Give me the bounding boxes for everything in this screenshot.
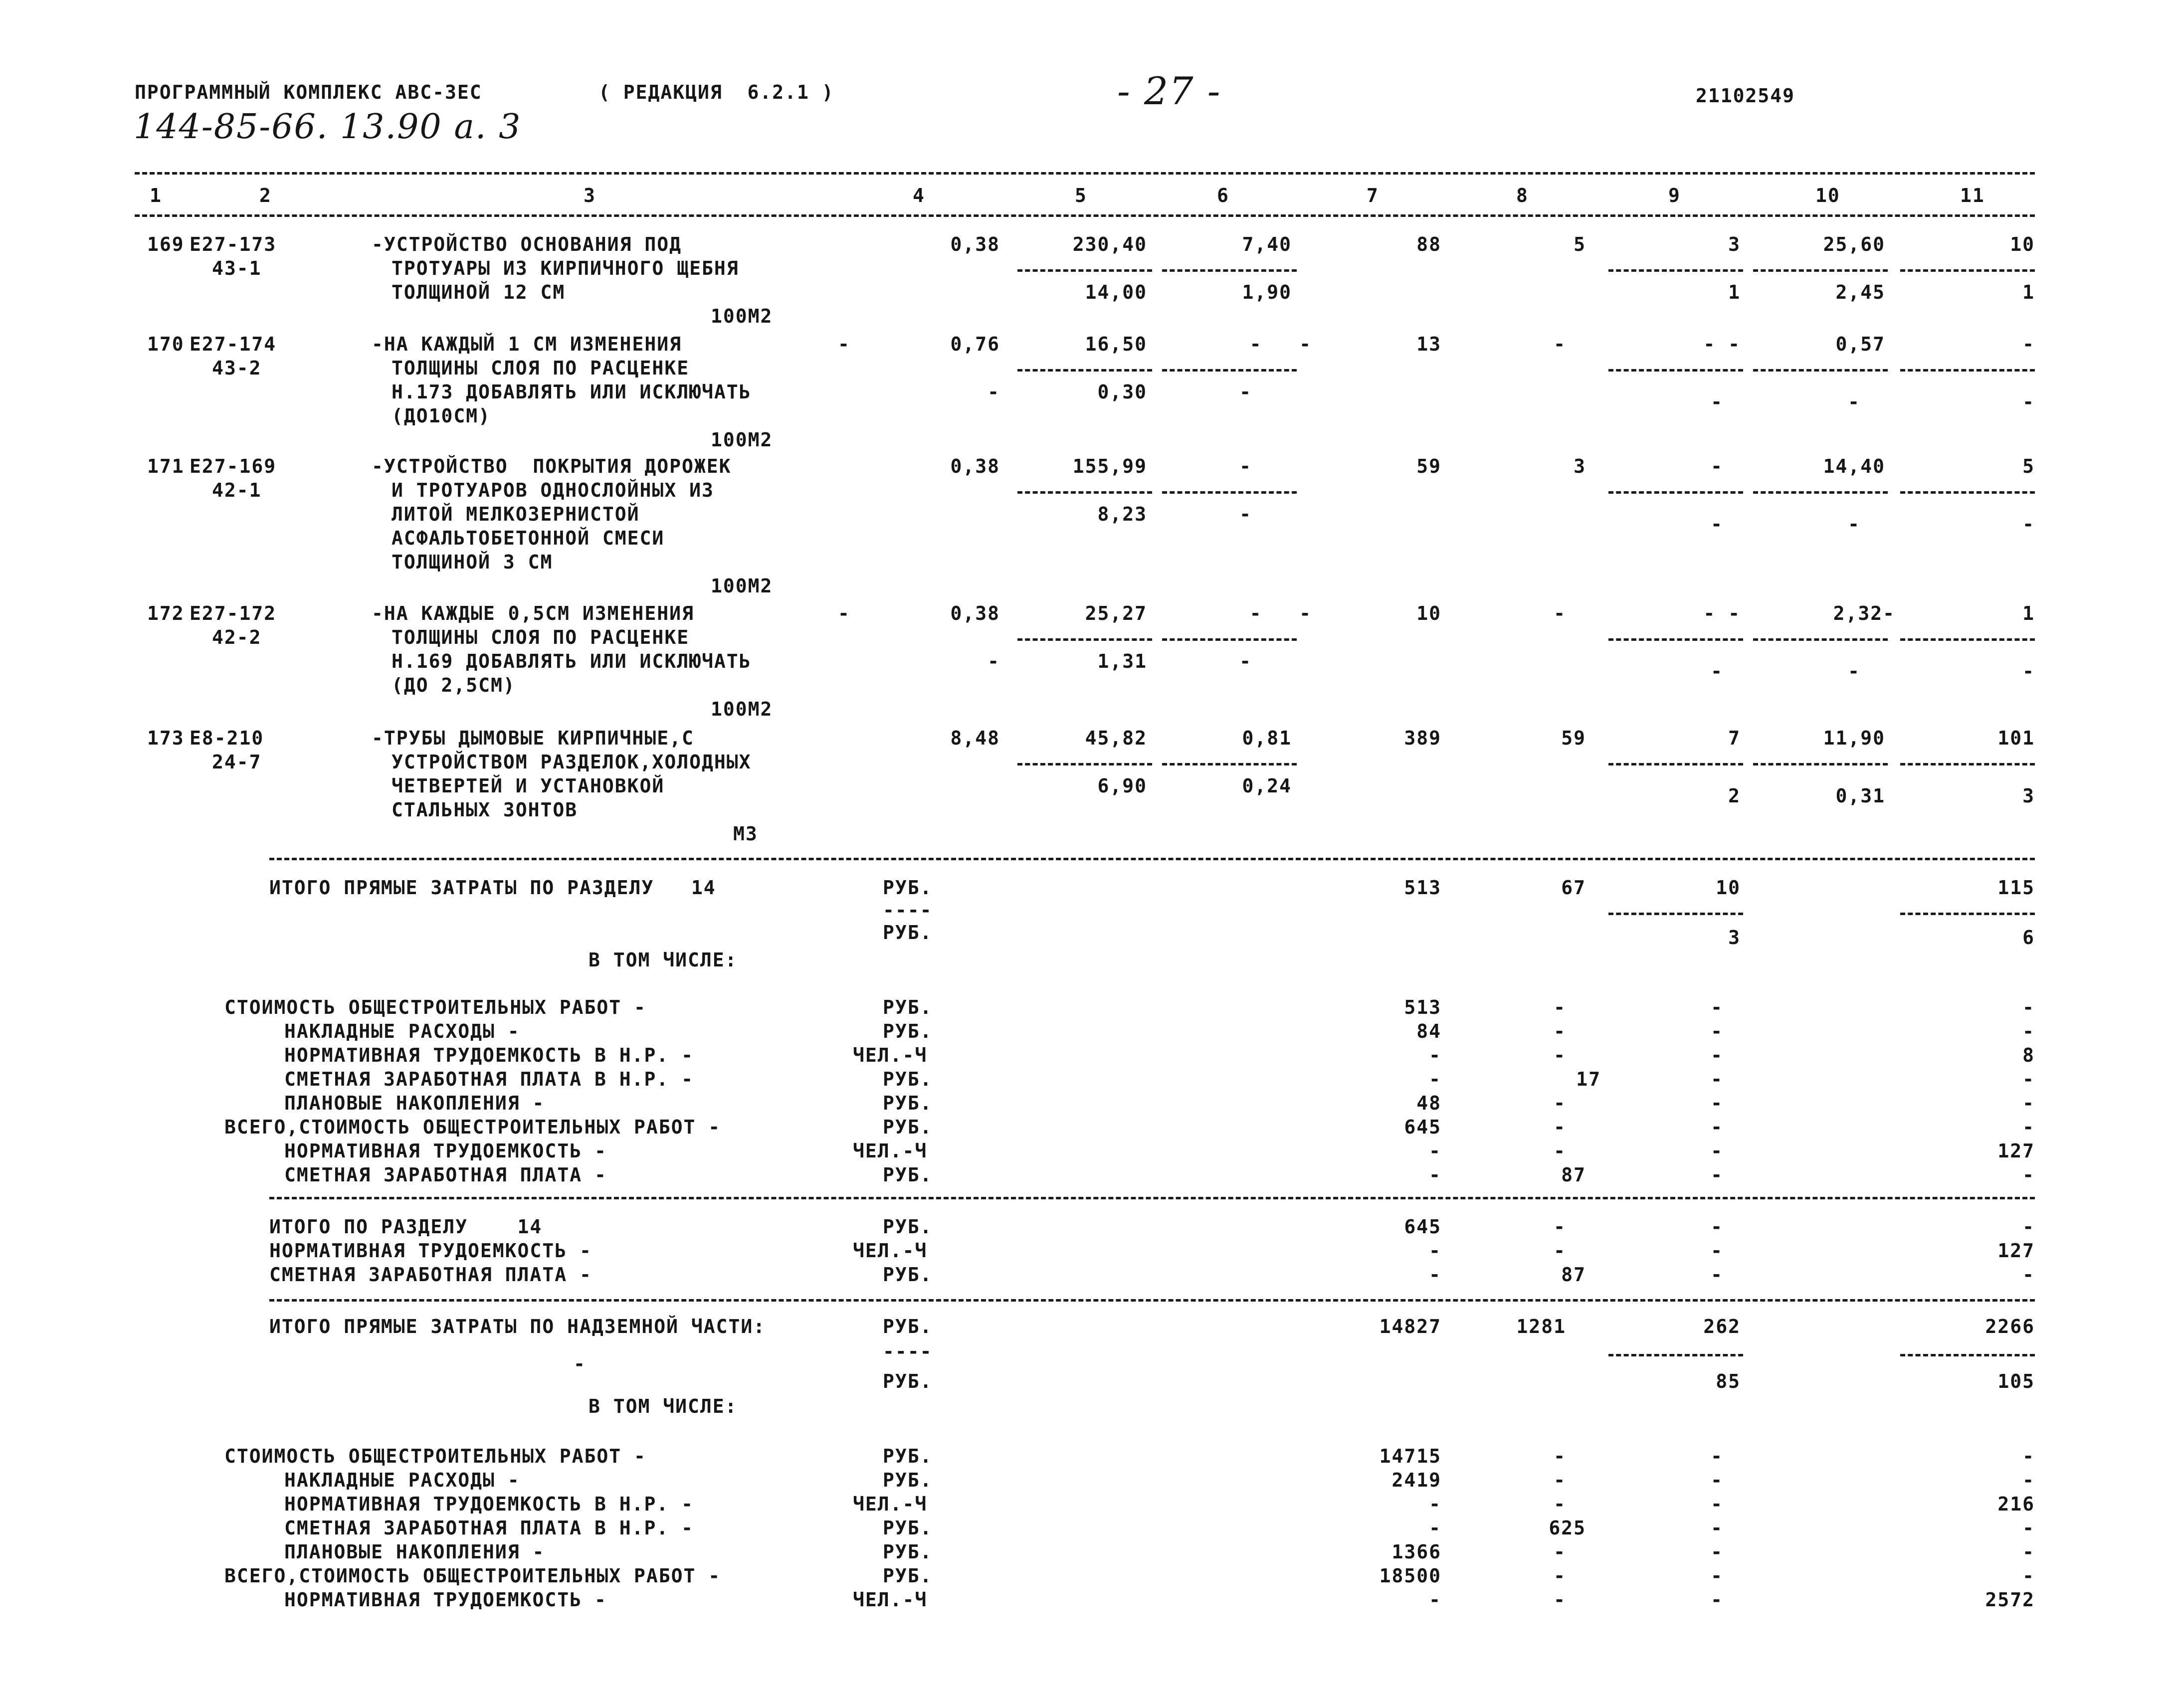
summary-col8: - — [1554, 1216, 1566, 1238]
cell-col4: 8,48 — [950, 727, 1000, 749]
item-subcode: 24-7 — [212, 751, 262, 773]
breakdown-col11: - — [2022, 1092, 2035, 1114]
breakdown-col8: 625 — [1549, 1517, 1586, 1539]
item-description-line: Н.173 ДОБАВЛЯТЬ ИЛИ ИСКЛЮЧАТЬ — [392, 381, 752, 403]
column-header-9: 9 — [1668, 185, 1681, 206]
column-header-10: 10 — [1815, 185, 1840, 206]
cell-divider — [1900, 369, 2035, 372]
cell-col6-wage: - — [1239, 381, 1252, 403]
item-description-line: СТАЛЬНЫХ ЗОНТОВ — [392, 799, 578, 821]
cell-col6-total: - - — [1249, 333, 1312, 355]
summary-col11: 127 — [1997, 1240, 2035, 1262]
breakdown-unit: ЧЕЛ.-Ч — [853, 1044, 928, 1066]
cell-col5-total: 230,40 — [1072, 233, 1147, 255]
breakdown-col11: - — [2022, 1020, 2035, 1042]
breakdown-col11: - — [2022, 1517, 2035, 1539]
cell-col4: 0,76 — [950, 333, 1000, 355]
breakdown-unit: ЧЕЛ.-Ч — [853, 1589, 928, 1611]
cell-divider — [1017, 638, 1152, 641]
document-code: 21102549 — [1696, 85, 1795, 107]
breakdown-col7: - — [1429, 1044, 1441, 1066]
cell-col10-wage: - — [1848, 391, 1860, 413]
item-description-line: -УСТРОЙСТВО ПОКРЫТИЯ ДОРОЖЕК — [372, 455, 732, 477]
item-description-line: -НА КАЖДЫЙ 1 СМ ИЗМЕНЕНИЯ — [372, 333, 682, 355]
summary-unit: РУБ. — [883, 1216, 933, 1238]
item-description-line: Н.169 ДОБАВЛЯТЬ ИЛИ ИСКЛЮЧАТЬ — [392, 650, 752, 672]
item-description-line: ТОЛЩИНЫ СЛОЯ ПО РАСЦЕНКЕ — [392, 357, 690, 379]
breakdown-col11: - — [2022, 1541, 2035, 1563]
cell-col10-wage: - — [1848, 660, 1860, 682]
breakdown-label: НОРМАТИВНАЯ ТРУДОЕМКОСТЬ - — [284, 1140, 607, 1162]
cell-col9-total: - — [1711, 455, 1723, 477]
item-description-line: ТОЛЩИНОЙ 3 СМ — [392, 551, 553, 573]
cell-col11-wage: 3 — [2022, 785, 2035, 807]
cell-divider — [1900, 763, 2035, 765]
item-number: 171 — [147, 455, 185, 477]
cell-col9-total: - - — [1703, 602, 1741, 624]
column-header-8: 8 — [1516, 185, 1529, 206]
including-heading: В ТОМ ЧИСЛЕ: — [589, 1395, 738, 1417]
breakdown-col8: - — [1554, 1445, 1566, 1467]
cell-divider — [1162, 269, 1297, 272]
section-total-col7: 513 — [1404, 877, 1441, 899]
cell-col9-total: 3 — [1728, 233, 1741, 255]
cell-col6-total: 7,40 — [1242, 233, 1292, 255]
breakdown-unit: РУБ. — [883, 1469, 933, 1491]
breakdown-col11: - — [2022, 1164, 2035, 1186]
breakdown-col8: - — [1554, 1493, 1566, 1515]
breakdown-unit: РУБ. — [883, 1116, 933, 1138]
summary-col9: - — [1711, 1264, 1723, 1286]
item-description-line: -УСТРОЙСТВО ОСНОВАНИЯ ПОД — [372, 233, 682, 255]
breakdown-col11: - — [2022, 1565, 2035, 1587]
breakdown-col7: 2419 — [1391, 1469, 1441, 1491]
summary-unit: РУБ. — [883, 1264, 933, 1286]
section-rule — [269, 858, 2035, 860]
cell-col10-wage: 2,45 — [1835, 281, 1885, 303]
above-ground-total-unit: РУБ. — [883, 1316, 933, 1337]
program-name: ПРОГРАММНЫЙ КОМПЛЕКС АВС-3ЕС — [135, 81, 482, 103]
breakdown-col9: - — [1711, 1445, 1723, 1467]
summary-col11: - — [2022, 1264, 2035, 1286]
cell-col6-total: - - — [1249, 602, 1312, 624]
cell-col11-total: 5 — [2022, 455, 2035, 477]
summary-col11: - — [2022, 1216, 2035, 1238]
cell-divider — [1753, 638, 1888, 641]
breakdown-col11: - — [2022, 996, 2035, 1018]
cell-col11-total: - — [2022, 333, 2035, 355]
cell-col10-total: 2,32- — [1833, 602, 1895, 624]
section-total-col8: 67 — [1561, 877, 1586, 899]
breakdown-col8: - — [1554, 1541, 1566, 1563]
breakdown-col7: - — [1429, 1493, 1441, 1515]
cell-col7: 88 — [1416, 233, 1441, 255]
summary-label: СМЕТНАЯ ЗАРАБОТНАЯ ПЛАТА - — [269, 1264, 592, 1286]
cell-col11-total: 10 — [2010, 233, 2035, 255]
cell-col6-wage: 1,90 — [1242, 281, 1292, 303]
above-ground-total-minus: - — [574, 1353, 586, 1375]
breakdown-col8: - — [1554, 1469, 1566, 1491]
breakdown-label: НОРМАТИВНАЯ ТРУДОЕМКОСТЬ В Н.Р. - — [284, 1044, 694, 1066]
cell-divider — [1162, 638, 1297, 641]
breakdown-col11: - — [2022, 1469, 2035, 1491]
breakdown-label: ПЛАНОВЫЕ НАКОПЛЕНИЯ - — [284, 1541, 545, 1563]
cell-divider — [1608, 638, 1743, 641]
cell-col11-wage: - — [2022, 660, 2035, 682]
cell-divider — [1900, 913, 2035, 915]
summary-col7: - — [1429, 1240, 1441, 1262]
cell-divider — [1017, 763, 1152, 765]
item-unit: М3 — [733, 823, 758, 845]
summary-col7: - — [1429, 1264, 1441, 1286]
cell-divider — [1608, 913, 1743, 915]
cell-col5-wage: 0,30 — [1097, 381, 1147, 403]
cell-col6-wage: - — [1239, 503, 1252, 525]
cell-divider — [1608, 1354, 1743, 1356]
column-header-6: 6 — [1217, 185, 1229, 206]
breakdown-unit: РУБ. — [883, 1565, 933, 1587]
item-description-line: ТРОТУАРЫ ИЗ КИРПИЧНОГО ЩЕБНЯ — [392, 257, 739, 279]
cell-col6-total: - — [1239, 455, 1252, 477]
breakdown-col9: - — [1711, 1517, 1723, 1539]
breakdown-col8: - — [1554, 1140, 1566, 1162]
breakdown-col9: - — [1711, 1541, 1723, 1563]
above-ground-total-col8: 1281 — [1516, 1316, 1566, 1337]
breakdown-unit: РУБ. — [883, 1517, 933, 1539]
column-header-5: 5 — [1075, 185, 1087, 206]
item-description-line: ЧЕТВЕРТЕЙ И УСТАНОВКОЙ — [392, 775, 665, 797]
item-description-line: ЛИТОЙ МЕЛКОЗЕРНИСТОЙ — [392, 503, 640, 525]
breakdown-label: НАКЛАДНЫЕ РАСХОДЫ - — [284, 1469, 520, 1491]
item-code: Е27-174 — [190, 333, 277, 355]
above-ground-total-col9: 262 — [1703, 1316, 1741, 1337]
cell-col7: 10 — [1416, 602, 1441, 624]
breakdown-col11: 216 — [1997, 1493, 2035, 1515]
section-total-dashes: ---- — [883, 899, 933, 921]
section-total-label: ИТОГО ПРЯМЫЕ ЗАТРАТЫ ПО РАЗДЕЛУ 14 — [269, 877, 716, 899]
including-heading: В ТОМ ЧИСЛЕ: — [589, 949, 738, 971]
cell-col8: 3 — [1574, 455, 1586, 477]
summary-col7: 645 — [1404, 1216, 1441, 1238]
above-ground-total-col9-secondary: 85 — [1716, 1370, 1741, 1392]
breakdown-col8: 87 — [1561, 1164, 1586, 1186]
breakdown-col11: 8 — [2022, 1044, 2035, 1066]
breakdown-label: НАКЛАДНЫЕ РАСХОДЫ - — [284, 1020, 520, 1042]
cell-divider — [1900, 269, 2035, 272]
breakdown-col9: - — [1711, 1565, 1723, 1587]
breakdown-col9: - — [1711, 1493, 1723, 1515]
breakdown-label: СМЕТНАЯ ЗАРАБОТНАЯ ПЛАТА В Н.Р. - — [284, 1068, 694, 1090]
summary-col9: - — [1711, 1216, 1723, 1238]
item-subcode: 43-2 — [212, 357, 262, 379]
cell-divider — [1753, 491, 1888, 494]
cell-col9-wage: - — [1711, 391, 1723, 413]
cell-col9-total: - - — [1703, 333, 1741, 355]
item-dash: - — [838, 602, 850, 624]
breakdown-unit: РУБ. — [883, 1068, 933, 1090]
cell-col9-total: 7 — [1728, 727, 1741, 749]
item-code: Е27-172 — [190, 602, 277, 624]
cell-divider — [1900, 491, 2035, 494]
breakdown-unit: ЧЕЛ.-Ч — [853, 1493, 928, 1515]
above-ground-total-unit-secondary: РУБ. — [883, 1370, 933, 1392]
item-subcode: 42-2 — [212, 626, 262, 648]
breakdown-col8: - — [1554, 1589, 1566, 1611]
cell-col4: 0,38 — [950, 455, 1000, 477]
breakdown-col9: - — [1711, 1020, 1723, 1042]
cell-divider — [1162, 491, 1297, 494]
cell-col9-wage: 2 — [1728, 785, 1741, 807]
above-ground-total-col7: 14827 — [1379, 1316, 1441, 1337]
cell-col6-wage: - — [1239, 650, 1252, 672]
item-code: Е8-210 — [190, 727, 264, 749]
column-header-3: 3 — [584, 185, 596, 206]
breakdown-col7: - — [1429, 1068, 1441, 1090]
cell-col4-secondary: - — [988, 381, 1000, 403]
breakdown-col7: - — [1429, 1164, 1441, 1186]
cell-col11-wage: - — [2022, 513, 2035, 535]
item-code: Е27-173 — [190, 233, 277, 255]
breakdown-col7: - — [1429, 1517, 1441, 1539]
item-description-line: (ДО10СМ) — [392, 405, 491, 427]
above-ground-total-dashes: ---- — [883, 1340, 933, 1362]
item-unit: 100М2 — [711, 698, 773, 720]
section-total-col11-secondary: 6 — [2022, 927, 2035, 949]
breakdown-col9: - — [1711, 1116, 1723, 1138]
breakdown-label: СМЕТНАЯ ЗАРАБОТНАЯ ПЛАТА В Н.Р. - — [284, 1517, 694, 1539]
table-top-rule — [135, 172, 2035, 175]
cell-col10-total: 25,60 — [1823, 233, 1885, 255]
above-ground-total-label: ИТОГО ПРЯМЫЕ ЗАТРАТЫ ПО НАДЗЕМНОЙ ЧАСТИ: — [269, 1316, 766, 1337]
cell-col8: - — [1554, 602, 1566, 624]
summary-label: НОРМАТИВНАЯ ТРУДОЕМКОСТЬ - — [269, 1240, 592, 1262]
cell-col7: 13 — [1416, 333, 1441, 355]
section-rule — [269, 1197, 2035, 1199]
item-description-line: УСТРОЙСТВОМ РАЗДЕЛОК,ХОЛОДНЫХ — [392, 751, 752, 773]
cell-col9-wage: 1 — [1728, 281, 1741, 303]
cell-col10-total: 14,40 — [1823, 455, 1885, 477]
breakdown-col11: - — [2022, 1445, 2035, 1467]
breakdown-unit: РУБ. — [883, 1541, 933, 1563]
cell-col6-wage: 0,24 — [1242, 775, 1292, 797]
cell-divider — [1753, 763, 1888, 765]
cell-col5-wage: 6,90 — [1097, 775, 1147, 797]
cell-divider — [1162, 763, 1297, 765]
cell-divider — [1162, 369, 1297, 372]
breakdown-col9: - — [1711, 1164, 1723, 1186]
cell-col10-wage: 0,31 — [1835, 785, 1885, 807]
breakdown-col11: 127 — [1997, 1140, 2035, 1162]
breakdown-col7: - — [1429, 1589, 1441, 1611]
item-description-line: И ТРОТУАРОВ ОДНОСЛОЙНЫХ ИЗ — [392, 479, 714, 501]
cell-divider — [1753, 269, 1888, 272]
breakdown-col8: 17 — [1576, 1068, 1601, 1090]
breakdown-label: СТОИМОСТЬ ОБЩЕСТРОИТЕЛЬНЫХ РАБОТ - — [224, 1445, 646, 1467]
section-total-col11: 115 — [1997, 877, 2035, 899]
above-ground-total-col11: 2266 — [1985, 1316, 2035, 1337]
breakdown-col7: 645 — [1404, 1116, 1441, 1138]
item-code: Е27-169 — [190, 455, 277, 477]
breakdown-unit: РУБ. — [883, 1164, 933, 1186]
cell-divider — [1017, 491, 1152, 494]
cell-col6-total: 0,81 — [1242, 727, 1292, 749]
section-total-unit-secondary: РУБ. — [883, 922, 933, 944]
breakdown-col9: - — [1711, 1469, 1723, 1491]
cell-col9-wage: - — [1711, 513, 1723, 535]
cell-divider — [1608, 269, 1743, 272]
item-number: 173 — [147, 727, 185, 749]
breakdown-label: СМЕТНАЯ ЗАРАБОТНАЯ ПЛАТА - — [284, 1164, 607, 1186]
item-unit: 100М2 — [711, 429, 773, 451]
breakdown-unit: РУБ. — [883, 1020, 933, 1042]
cell-divider — [1900, 1354, 2035, 1356]
cell-divider — [1753, 369, 1888, 372]
breakdown-label: СТОИМОСТЬ ОБЩЕСТРОИТЕЛЬНЫХ РАБОТ - — [224, 996, 646, 1018]
item-number: 172 — [147, 602, 185, 624]
cell-col7: 59 — [1416, 455, 1441, 477]
section-total-unit: РУБ. — [883, 877, 933, 899]
cell-col10-wage: - — [1848, 513, 1860, 535]
cell-col5-total: 25,27 — [1085, 602, 1147, 624]
program-edition: ( РЕДАКЦИЯ 6.2.1 ) — [598, 81, 834, 103]
item-description-line: ТОЛЩИНЫ СЛОЯ ПО РАСЦЕНКЕ — [392, 626, 690, 648]
item-subcode: 43-1 — [212, 257, 262, 279]
cell-col9-wage: - — [1711, 660, 1723, 682]
cell-col5-total: 16,50 — [1085, 333, 1147, 355]
column-header-1: 1 — [150, 185, 162, 206]
breakdown-label: ВСЕГО,СТОИМОСТЬ ОБЩЕСТРОИТЕЛЬНЫХ РАБОТ - — [224, 1565, 721, 1587]
cell-col5-wage: 8,23 — [1097, 503, 1147, 525]
cell-col11-wage: 1 — [2022, 281, 2035, 303]
breakdown-col7: 14715 — [1379, 1445, 1441, 1467]
breakdown-col9: - — [1711, 1068, 1723, 1090]
section-total-col9-secondary: 3 — [1728, 927, 1741, 949]
summary-col9: - — [1711, 1240, 1723, 1262]
breakdown-col8: - — [1554, 1092, 1566, 1114]
cell-divider — [1900, 638, 2035, 641]
cell-col8: 59 — [1561, 727, 1586, 749]
breakdown-col9: - — [1711, 996, 1723, 1018]
item-number: 169 — [147, 233, 185, 255]
summary-col8: 87 — [1561, 1264, 1586, 1286]
breakdown-col7: 18500 — [1379, 1565, 1441, 1587]
summary-label: ИТОГО ПО РАЗДЕЛУ 14 — [269, 1216, 543, 1238]
cell-col5-total: 155,99 — [1072, 455, 1147, 477]
breakdown-unit: ЧЕЛ.-Ч — [853, 1140, 928, 1162]
item-description-line: ТОЛЩИНОЙ 12 СМ — [392, 281, 566, 303]
above-ground-total-col11-secondary: 105 — [1997, 1370, 2035, 1392]
item-subcode: 42-1 — [212, 479, 262, 501]
breakdown-col11: - — [2022, 1068, 2035, 1090]
breakdown-col8: - — [1554, 1116, 1566, 1138]
cell-divider — [1608, 491, 1743, 494]
breakdown-col9: - — [1711, 1589, 1723, 1611]
breakdown-label: ПЛАНОВЫЕ НАКОПЛЕНИЯ - — [284, 1092, 545, 1114]
item-description-line: (ДО 2,5СМ) — [392, 674, 516, 696]
breakdown-col7: 84 — [1416, 1020, 1441, 1042]
breakdown-unit: РУБ. — [883, 1445, 933, 1467]
handwritten-note: 144-85-66. 13.90 а. 3 — [134, 107, 522, 147]
column-header-rule — [135, 214, 2035, 217]
breakdown-label: НОРМАТИВНАЯ ТРУДОЕМКОСТЬ В Н.Р. - — [284, 1493, 694, 1515]
cell-col8: 5 — [1574, 233, 1586, 255]
column-header-11: 11 — [1960, 185, 1985, 206]
cell-divider — [1017, 369, 1152, 372]
cell-col4: 0,38 — [950, 602, 1000, 624]
breakdown-col9: - — [1711, 1044, 1723, 1066]
item-unit: 100М2 — [711, 305, 773, 327]
item-description-line: -ТРУБЫ ДЫМОВЫЕ КИРПИЧНЫЕ,С — [372, 727, 694, 749]
item-dash: - — [838, 333, 850, 355]
item-unit: 100М2 — [711, 575, 773, 597]
breakdown-col9: - — [1711, 1140, 1723, 1162]
cell-col4: 0,38 — [950, 233, 1000, 255]
page-number: - 27 - — [1117, 69, 1221, 113]
breakdown-col7: 513 — [1404, 996, 1441, 1018]
breakdown-col8: - — [1554, 996, 1566, 1018]
breakdown-label: ВСЕГО,СТОИМОСТЬ ОБЩЕСТРОИТЕЛЬНЫХ РАБОТ - — [224, 1116, 721, 1138]
cell-col8: - — [1554, 333, 1566, 355]
breakdown-col8: - — [1554, 1565, 1566, 1587]
cell-divider — [1017, 269, 1152, 272]
breakdown-col11: - — [2022, 1116, 2035, 1138]
breakdown-col7: 48 — [1416, 1092, 1441, 1114]
breakdown-col8: - — [1554, 1020, 1566, 1042]
breakdown-col8: - — [1554, 1044, 1566, 1066]
section-rule — [269, 1299, 2035, 1302]
summary-col8: - — [1554, 1240, 1566, 1262]
column-header-7: 7 — [1367, 185, 1379, 206]
cell-col10-total: 0,57 — [1835, 333, 1885, 355]
breakdown-col11: 2572 — [1985, 1589, 2035, 1611]
section-total-col9: 10 — [1716, 877, 1741, 899]
cell-col5-wage: 14,00 — [1085, 281, 1147, 303]
breakdown-col9: - — [1711, 1092, 1723, 1114]
breakdown-col7: 1366 — [1391, 1541, 1441, 1563]
item-description-line: -НА КАЖДЫЕ 0,5СМ ИЗМЕНЕНИЯ — [372, 602, 694, 624]
breakdown-unit: РУБ. — [883, 1092, 933, 1114]
cell-col7: 389 — [1404, 727, 1441, 749]
summary-unit: ЧЕЛ.-Ч — [853, 1240, 928, 1262]
cell-col4-secondary: - — [988, 650, 1000, 672]
breakdown-label: НОРМАТИВНАЯ ТРУДОЕМКОСТЬ - — [284, 1589, 607, 1611]
item-description-line: АСФАЛЬТОБЕТОННОЙ СМЕСИ — [392, 527, 665, 549]
cell-divider — [1608, 763, 1743, 765]
cell-col5-total: 45,82 — [1085, 727, 1147, 749]
cell-col11-total: 101 — [1997, 727, 2035, 749]
column-header-2: 2 — [259, 185, 272, 206]
cell-divider — [1608, 369, 1743, 372]
item-number: 170 — [147, 333, 185, 355]
cell-col11-total: 1 — [2022, 602, 2035, 624]
breakdown-col7: - — [1429, 1140, 1441, 1162]
cell-col11-wage: - — [2022, 391, 2035, 413]
cell-col10-total: 11,90 — [1823, 727, 1885, 749]
cell-col5-wage: 1,31 — [1097, 650, 1147, 672]
column-header-4: 4 — [913, 185, 925, 206]
breakdown-unit: РУБ. — [883, 996, 933, 1018]
